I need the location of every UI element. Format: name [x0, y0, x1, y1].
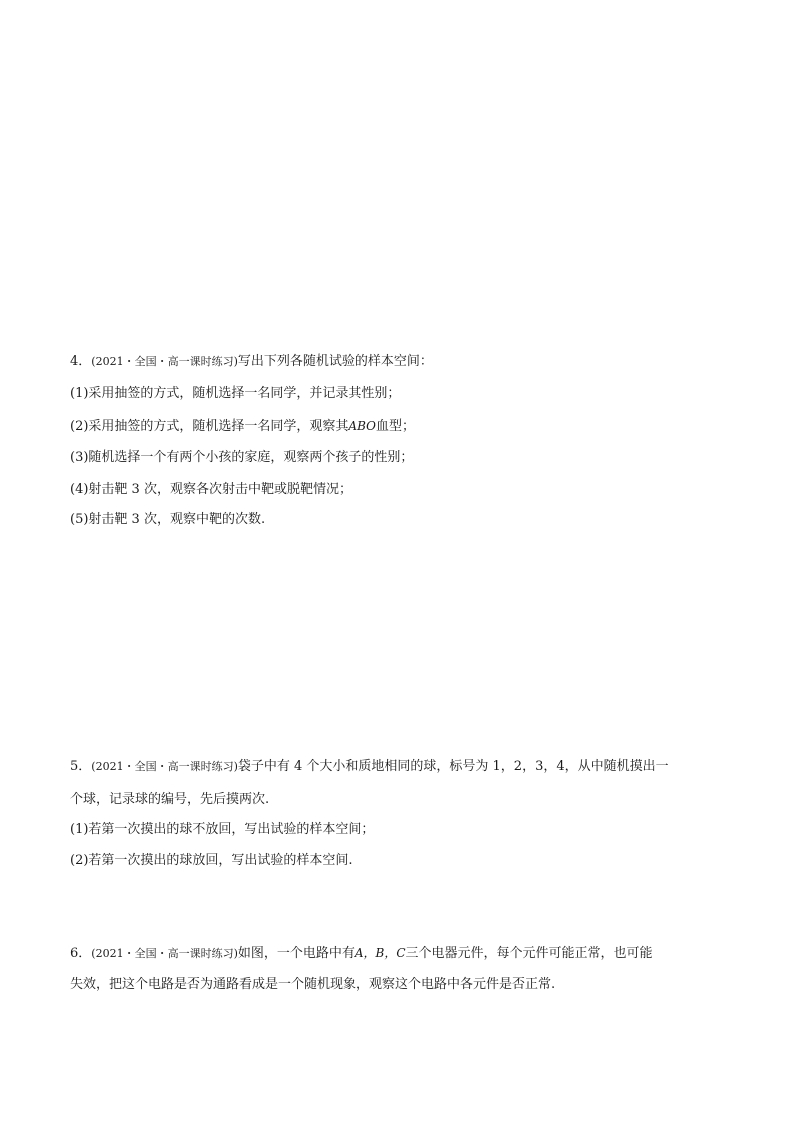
question-4-item-3	[70, 450, 413, 466]
question-4-item-5-text: (5)射击靶 3 次，观察中靶的次数.	[70, 512, 266, 527]
question-4-source: (2021・全国・高一课时练习)	[91, 355, 238, 368]
question-5-stem	[70, 759, 669, 775]
question-6-number: 6．	[70, 946, 92, 961]
question-4-stem	[70, 354, 433, 370]
question-6-stem-a: 如图，一个电路中有	[237, 946, 355, 961]
question-5-item-2-text: (2)若第一次摸出的球放回，写出试验的样本空间.	[70, 853, 353, 868]
question-4-item-5	[70, 512, 265, 528]
question-4-stem-text: 写出下列各随机试验的样本空间：	[237, 354, 433, 369]
question-5-item-1	[70, 822, 374, 838]
question-4-item-2-text: (2)采用抽签的方式，随机选择一名同学，观察其	[70, 419, 349, 434]
question-6-stem-line-2: 失效，把这个电路是否为通路看成是一个随机现象，观察这个电路中各元件是否正常.	[70, 977, 556, 992]
question-5-number: 5．	[70, 759, 92, 774]
question-6-stem-continued	[70, 977, 555, 993]
question-5-item-1-text: (1)若第一次摸出的球不放回，写出试验的样本空间；	[70, 822, 375, 837]
question-4-item-1	[70, 386, 400, 402]
question-4-item-4-text: (4)射击靶 3 次，观察各次射击中靶或脱靶情况；	[70, 482, 352, 497]
question-5-stem-line-2: 个球，记录球的编号，先后摸两次.	[70, 792, 270, 807]
question-4-item-2-var: ABO	[348, 419, 376, 433]
question-4-item-4	[70, 482, 352, 498]
question-5-stem-continued	[70, 792, 269, 808]
question-4-number: 4．	[70, 354, 92, 369]
question-6-stem-b: 三个电器元件，每个元件可能正常，也可能	[405, 946, 653, 961]
question-4-item-2	[70, 418, 415, 435]
question-4-item-2-text-b: 血型；	[375, 419, 415, 434]
question-4-item-1-text: (1)采用抽签的方式，随机选择一名同学，并记录其性别；	[70, 386, 401, 401]
question-5-stem-line-1: 袋子中有 4 个大小和质地相同的球，标号为 1，2，3，4，从中随机摸出一	[237, 759, 669, 774]
question-6-vars: A，B，C	[354, 946, 406, 960]
question-4-item-3-text: (3)随机选择一个有两个小孩的家庭，观察两个孩子的性别；	[70, 450, 414, 465]
question-5-source: (2021・全国・高一课时练习)	[91, 760, 238, 773]
question-5-item-2	[70, 853, 353, 869]
question-6-stem	[70, 945, 653, 962]
question-6-source: (2021・全国・高一课时练习)	[91, 947, 238, 960]
